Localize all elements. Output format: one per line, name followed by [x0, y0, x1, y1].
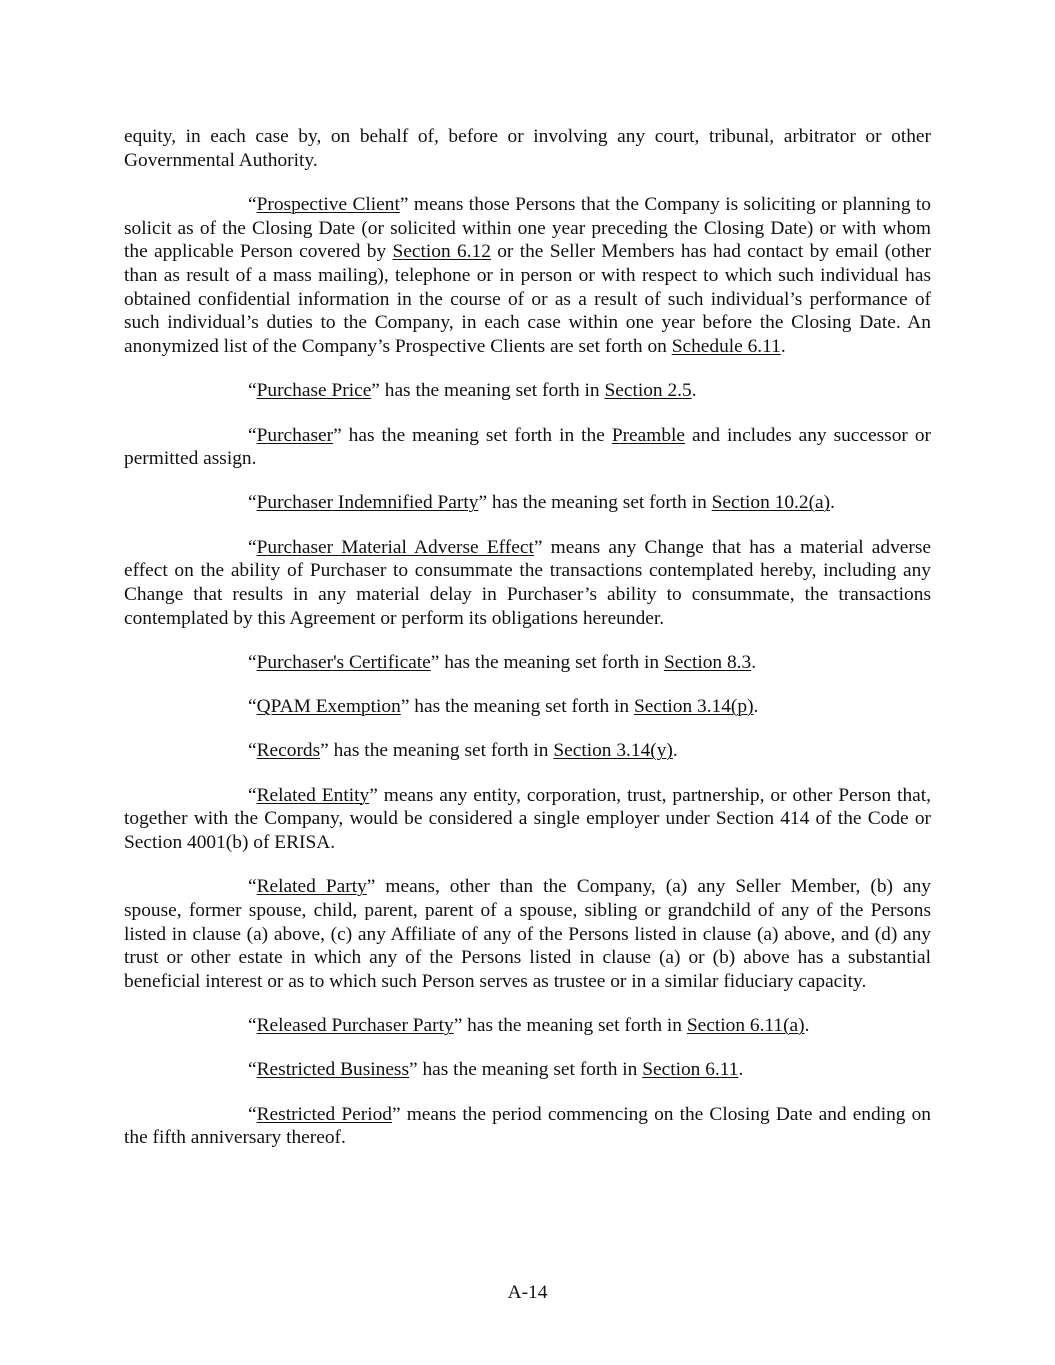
quote-close: ”	[371, 380, 380, 402]
quote-close: ”	[400, 696, 410, 718]
cross-reference: Section 8.3	[663, 651, 752, 673]
definition-text: .	[780, 336, 786, 358]
cross-reference: Section 6.11(a)	[686, 1015, 805, 1037]
definition-text: .	[672, 740, 678, 762]
quote-open: “	[248, 1059, 257, 1081]
defined-term: Related Party	[256, 876, 367, 898]
definition-paragraph	[124, 784, 931, 855]
definition-text: .	[804, 1015, 810, 1037]
defined-term: Restricted Period	[256, 1103, 392, 1125]
cross-reference: Section 6.12	[392, 241, 491, 263]
quote-open: “	[248, 424, 257, 446]
cross-reference: Schedule 6.11	[671, 336, 781, 358]
definition-text: has the meaning set forth in	[328, 740, 554, 762]
definition-paragraph	[124, 193, 931, 359]
definition-paragraph	[124, 875, 931, 994]
definition-text: .	[738, 1059, 744, 1081]
definition-text: has the meaning set forth in	[439, 651, 664, 673]
definition-text: has the meaning set forth in	[409, 696, 634, 718]
definition-paragraph	[124, 379, 931, 403]
definition-text: has the meaning set forth in	[417, 1059, 643, 1081]
definition-paragraph	[124, 651, 931, 675]
quote-close: ”	[453, 1015, 463, 1037]
quote-close: ”	[333, 424, 342, 446]
definition-paragraph	[124, 695, 931, 719]
quote-close: ”	[533, 536, 543, 558]
quote-open: “	[248, 1015, 257, 1037]
definition-paragraph	[124, 424, 931, 471]
defined-term: Restricted Business	[256, 1059, 410, 1081]
definition-text: .	[753, 696, 759, 718]
quote-close: ”	[369, 784, 378, 806]
quote-close: ”	[366, 876, 376, 898]
cross-reference: Section 3.14(y)	[553, 740, 673, 762]
quote-close: ”	[391, 1103, 401, 1125]
page-number: A-14	[507, 1282, 548, 1303]
definition-text: means any entity, corporation, trust, partnership, or other Person that, together with the Company, would be considered a single employer under Section 414 of the Code or Section 4001(b) of ERISA.	[124, 784, 932, 853]
document-body	[124, 125, 931, 1171]
defined-term: Purchaser	[256, 424, 334, 446]
quote-open: “	[248, 784, 257, 806]
quote-close: ”	[478, 492, 488, 514]
cross-reference: Section 10.2(a)	[711, 492, 831, 514]
definition-text: means, other than the Company, (a) any Seller Member, (b) any spouse, former spouse, child, parent, parent of a spouse, sibling or grandchild of any of the Persons listed in clause (a) above, (c) any Affiliate of any of the Persons listed in clause (a) above, and (d) any trust or other estate in which any of the Persons listed in clause (a) or (b) above has a substantial beneficial interest or as to which such Person serves as trustee or in a similar fiduciary capacity.	[124, 876, 931, 992]
quote-open: “	[248, 193, 257, 215]
definition-text: has the meaning set forth in	[379, 380, 605, 402]
quote-open: “	[248, 536, 257, 558]
cross-reference: Section 2.5	[604, 380, 692, 402]
definition-text: means those Persons that the Company is soliciting or planning to solicit as of the Closing Date (or solicited within one year preceding the Closing Date) or with whom the applicable Person covered by	[124, 193, 931, 263]
cross-reference: Section 6.11	[642, 1059, 739, 1081]
definition-text: means the period commencing on the Closing Date and ending on the fifth anniversary thereof.	[124, 1103, 931, 1149]
quote-close: ”	[320, 740, 329, 762]
quote-open: “	[248, 492, 257, 514]
cross-reference: Preamble	[611, 424, 686, 446]
quote-open: “	[248, 380, 257, 402]
definition-paragraph	[124, 1103, 931, 1150]
defined-term: Purchaser's Certificate	[256, 651, 431, 673]
definition-paragraph	[124, 739, 931, 763]
definition-paragraph	[124, 1014, 931, 1038]
definition-text: and includes any successor or permitted assign.	[124, 424, 932, 470]
definition-paragraph	[124, 491, 931, 515]
defined-term: Purchaser Material Adverse Effect	[256, 536, 534, 558]
definition-text: or the Seller Members has had contact by email (other than as result of a mass mailing), telephone or in person or with respect to which such individual has obtained confidential information in the course of or as a result of such individual’s performance of such individual’s duties to the Company, in each case within one year before the Closing Date. An anonymized list of the Company’s Prospective Clients are set forth on	[124, 241, 932, 358]
definition-paragraph	[124, 1058, 931, 1082]
definition-text: means any Change that has a material adverse effect on the ability of Purchaser to consummate the transactions contemplated hereby, including any Change that results in any material delay in Purchaser’s ability to consummate, the transactions contemplated by this Agreement or perform its obligations hereunder.	[124, 536, 931, 629]
definition-text: has the meaning set forth in the	[341, 424, 612, 446]
quote-close: ”	[399, 193, 409, 215]
quote-close: ”	[430, 651, 440, 673]
definition-text: .	[691, 380, 697, 402]
quote-close: ”	[409, 1059, 418, 1081]
intro-paragraph: equity, in each case by, on behalf of, before or involving any court, tribunal, arbitrator or other Governmental Authority.	[124, 126, 931, 171]
defined-term: Records	[256, 740, 321, 762]
quote-open: “	[248, 876, 257, 898]
defined-term: Prospective Client	[256, 193, 400, 215]
definition-paragraph	[124, 536, 931, 631]
defined-term: Released Purchaser Party	[256, 1015, 454, 1037]
defined-term: Related Entity	[256, 784, 370, 806]
cross-reference: Section 3.14(p)	[633, 696, 754, 718]
quote-open: “	[248, 1103, 257, 1125]
definition-text: .	[751, 651, 757, 673]
defined-term: Purchaser Indemnified Party	[256, 492, 479, 514]
definition-text: .	[830, 492, 835, 514]
definition-text: has the meaning set forth in	[487, 492, 712, 514]
quote-open: “	[248, 651, 257, 673]
quote-open: “	[248, 696, 257, 718]
defined-term: Purchase Price	[256, 380, 372, 402]
definition-text: has the meaning set forth in	[462, 1015, 687, 1037]
quote-open: “	[248, 740, 257, 762]
defined-term: QPAM Exemption	[256, 696, 401, 718]
